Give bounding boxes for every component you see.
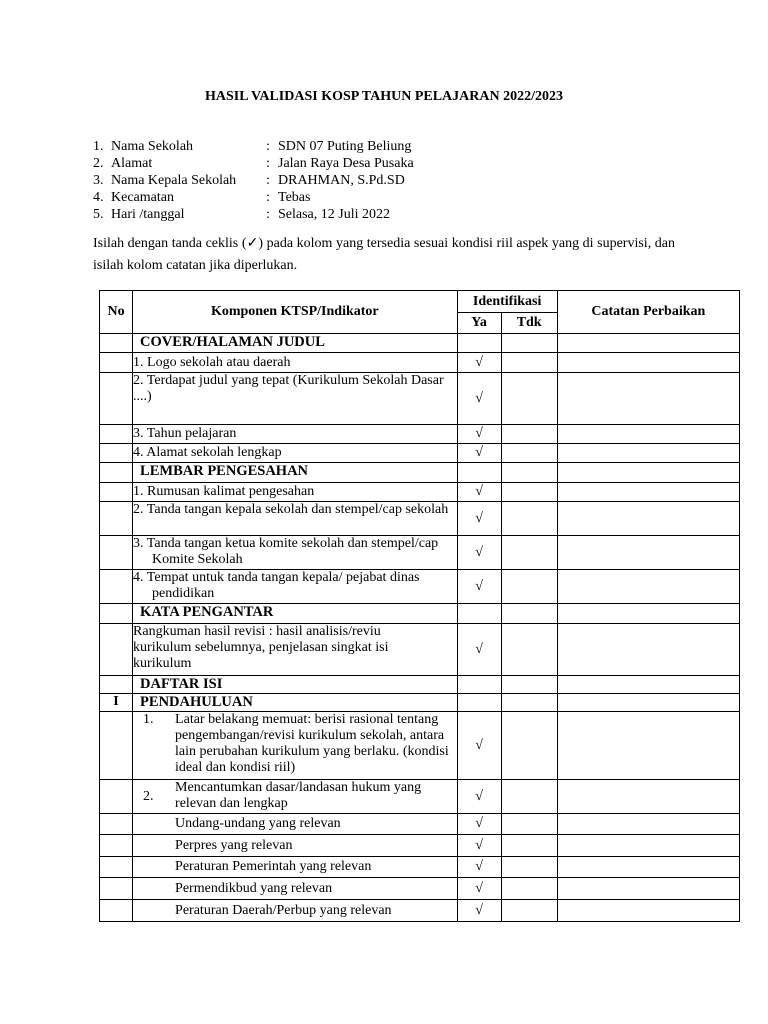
table-row — [100, 900, 740, 922]
info-label: Nama Sekolah — [111, 139, 194, 154]
section-title: PENDAHULUAN — [133, 694, 458, 712]
indicator-text: Mencantumkan dasar/landasan hukum yang relevan dan lengkap — [175, 780, 422, 811]
table-row — [100, 353, 740, 373]
header-identification: Identifikasi — [457, 291, 557, 313]
check-mark: √ — [457, 483, 501, 502]
instruction-text: Isilah dengan tanda ceklis (✓) pada kolom yang tersedia sesuai kondisi riil aspek yang di supervisi, dan isilah kolom catatan jika diperlukan. — [93, 236, 675, 273]
check-mark: √ — [457, 502, 501, 536]
info-separator: : — [266, 139, 270, 154]
indicator-text: Permendikbud yang relevan — [133, 878, 458, 900]
check-mark: √ — [457, 373, 501, 425]
item-number: 1. — [143, 712, 154, 727]
info-label: Kecamatan — [111, 190, 174, 205]
check-mark: √ — [457, 353, 501, 373]
info-separator: : — [266, 207, 270, 222]
table-row — [100, 878, 740, 900]
info-num: 4. — [93, 190, 104, 205]
table-row — [100, 444, 740, 463]
section-title: COVER/HALAMAN JUDUL — [133, 334, 458, 353]
info-num: 1. — [93, 139, 104, 154]
info-row — [93, 155, 414, 172]
section-number: I — [100, 694, 133, 712]
info-num: 5. — [93, 207, 104, 222]
section-title: DAFTAR ISI — [133, 676, 458, 694]
table-row — [100, 712, 740, 780]
header-component: Komponen KTSP/Indikator — [133, 291, 458, 334]
header-ya: Ya — [457, 313, 501, 334]
check-mark: √ — [457, 857, 501, 878]
table-row — [100, 536, 740, 570]
table-row — [100, 502, 740, 536]
indicator-text: 2. Terdapat judul yang tepat (Kurikulum Sekolah Dasar ....) — [133, 373, 458, 425]
info-num: 2. — [93, 156, 104, 171]
info-separator: : — [266, 173, 270, 188]
check-mark: √ — [457, 444, 501, 463]
indicator-text: 4. Tempat untuk tanda tangan kepala/ pejabat dinas pendidikan — [133, 570, 458, 604]
check-mark: √ — [457, 536, 501, 570]
check-mark: √ — [457, 624, 501, 676]
check-mark: √ — [457, 878, 501, 900]
info-label: Alamat — [111, 156, 153, 171]
info-row — [93, 189, 414, 206]
info-separator: : — [266, 156, 270, 171]
table-row — [100, 483, 740, 502]
section-row — [100, 463, 740, 483]
info-label: Nama Kepala Sekolah — [111, 173, 237, 188]
check-mark: √ — [457, 780, 501, 814]
indicator-text: 2. Tanda tangan kepala sekolah dan stempel/cap sekolah — [133, 502, 458, 536]
indicator-text: 1. Rumusan kalimat pengesahan — [133, 483, 458, 502]
info-label: Hari /tanggal — [111, 207, 185, 222]
check-mark: √ — [457, 425, 501, 444]
info-value: Tebas — [278, 190, 311, 205]
header-no: No — [100, 291, 133, 334]
info-value: Jalan Raya Desa Pusaka — [278, 156, 414, 171]
info-separator: : — [266, 190, 270, 205]
table-row — [100, 373, 740, 425]
validation-table — [99, 290, 740, 922]
school-info — [93, 138, 414, 223]
indicator-text: Undang-undang yang relevan — [133, 814, 458, 835]
info-value: Selasa, 12 Juli 2022 — [278, 207, 390, 222]
item-number: 2. — [143, 789, 154, 804]
table-row — [100, 570, 740, 604]
section-title: LEMBAR PENGESAHAN — [133, 463, 458, 483]
info-num: 3. — [93, 173, 104, 188]
info-row — [93, 206, 414, 223]
check-mark: √ — [457, 835, 501, 857]
table-row — [100, 835, 740, 857]
info-value: DRAHMAN, S.Pd.SD — [278, 173, 405, 188]
check-mark: √ — [457, 900, 501, 922]
section-row — [100, 334, 740, 353]
indicator-text: 1. Logo sekolah atau daerah — [133, 353, 458, 373]
info-value: SDN 07 Puting Beliung — [278, 139, 412, 154]
section-row — [100, 604, 740, 624]
table-row — [100, 814, 740, 835]
table-row — [100, 780, 740, 814]
indicator-text: 3. Tanda tangan ketua komite sekolah dan stempel/cap Komite Sekolah — [133, 536, 458, 570]
table-row — [100, 624, 740, 676]
section-row — [100, 676, 740, 694]
check-mark: √ — [457, 712, 501, 780]
info-row — [93, 138, 414, 155]
indicator-text: Peraturan Pemerintah yang relevan — [133, 857, 458, 878]
indicator-text: Rangkuman hasil revisi : hasil analisis/reviu kurikulum sebelumnya, penjelasan singkat isi kurikulum — [133, 624, 458, 676]
section-title: KATA PENGANTAR — [133, 604, 458, 624]
indicator-text: Perpres yang relevan — [133, 835, 458, 857]
check-mark: √ — [457, 814, 501, 835]
check-mark: √ — [457, 570, 501, 604]
indicator-text: Latar belakang memuat: berisi rasional tentang pengembangan/revisi kurikulum sekolah, antara lain perubahan kurikulum yang berlaku. (kondisi ideal dan kondisi riil) — [175, 712, 449, 775]
section-row — [100, 694, 740, 712]
header-tdk: Tdk — [501, 313, 557, 334]
table-row — [100, 425, 740, 444]
table-row — [100, 857, 740, 878]
indicator-text: Peraturan Daerah/Perbup yang relevan — [133, 900, 458, 922]
indicator-text: 4. Alamat sekolah lengkap — [133, 444, 458, 463]
indicator-text: 3. Tahun pelajaran — [133, 425, 458, 444]
page-title: HASIL VALIDASI KOSP TAHUN PELAJARAN 2022/2023 — [205, 89, 563, 104]
header-notes: Catatan Perbaikan — [557, 291, 739, 334]
info-row — [93, 172, 414, 189]
